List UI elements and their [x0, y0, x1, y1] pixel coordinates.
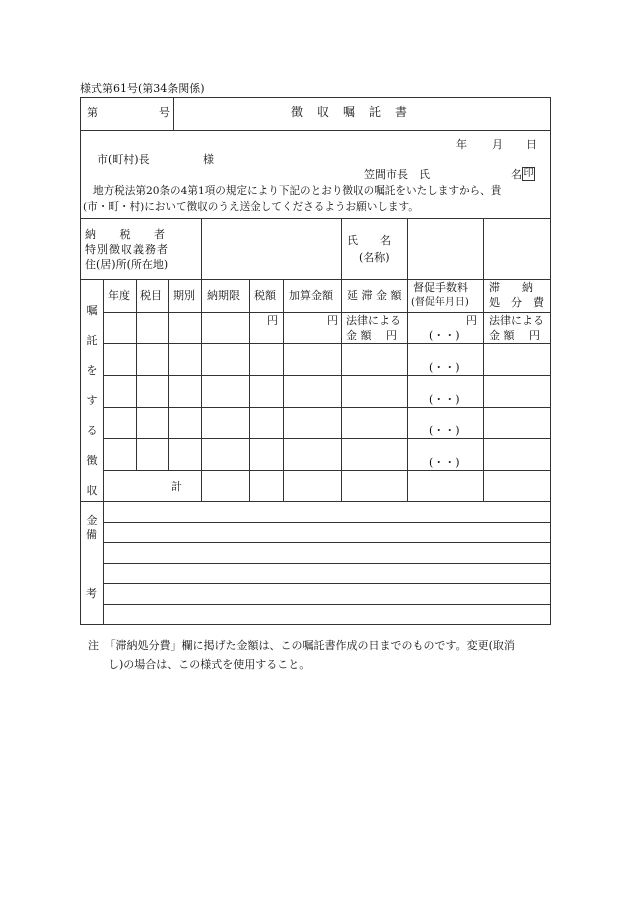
tax-unit: 円	[267, 314, 278, 327]
addressee-honorific: 様	[203, 153, 214, 166]
number-suffix: 号	[159, 106, 170, 119]
remarks-line-3	[103, 563, 550, 564]
remarks-line-5	[103, 604, 550, 605]
fee-date-row5: (・・)	[429, 456, 460, 469]
row-label-char: 託	[86, 334, 98, 347]
header-fee-line2: (督促年月日)	[411, 297, 469, 308]
fee-date-row3: (・・)	[429, 393, 460, 406]
taxpayer-divider-2	[341, 218, 342, 279]
row-label-char: る	[86, 424, 98, 437]
table-hline-row5	[103, 470, 550, 471]
remarks-line-1	[103, 522, 550, 523]
disposal-legal-line2: 金 額 円	[489, 329, 540, 342]
addressee-office: 市(町村)長	[97, 153, 150, 166]
number-prefix: 第	[87, 106, 98, 119]
table-bottom-line	[81, 501, 550, 502]
taxpayer-divider-3	[407, 218, 408, 279]
footnote-label: 注	[88, 639, 99, 652]
header-bottom-line	[81, 130, 550, 131]
header-penalty: 加算金額	[289, 289, 333, 302]
delinquency-legal-line1: 法律による	[346, 314, 401, 327]
table-hline-header	[103, 312, 550, 313]
sender-name-char: 名	[511, 168, 522, 181]
header-year: 年度	[108, 289, 130, 302]
fee-unit: 円	[466, 314, 477, 327]
header-period: 期別	[173, 289, 195, 302]
row-label-char: 徴	[86, 454, 98, 467]
header-fee-line1: 督促手数料	[413, 281, 468, 294]
table-hline-row3	[103, 407, 550, 408]
commission-form	[80, 97, 551, 625]
delinquency-legal-line2: 金 額 円	[346, 329, 397, 342]
body-text-line-1: 地方税法第20条の4第1項の規定により下記のとおり徴収の嘱託をいたしますから、貴	[93, 185, 502, 197]
fee-date-row1: (・・)	[429, 329, 460, 342]
header-item: 税目	[140, 289, 162, 302]
header-disposal-line1: 滞 納	[489, 281, 533, 294]
header-divider	[173, 98, 174, 130]
remarks-line-2	[103, 542, 550, 543]
remarks-line-4	[103, 583, 550, 584]
footnote-line-2: し)の場合は、この様式を使用すること。	[108, 658, 311, 671]
row-label-char: 嘱	[86, 304, 98, 317]
row-label-char: 金	[86, 514, 98, 527]
letter-bottom-line	[81, 218, 550, 219]
taxpayer-label-3: 住(居)所(所在地)	[85, 258, 169, 271]
fee-date-row2: (・・)	[429, 361, 460, 374]
taxpayer-bottom-line	[81, 279, 550, 280]
footnote-line-1: 「滞納処分費」欄に掲げた金額は、この嘱託書作成の日までのものです。変更(取消	[110, 639, 515, 652]
taxpayer-label-1: 納 税 者	[85, 228, 166, 241]
date-year: 年	[456, 138, 467, 151]
remarks-label-char-1: 備	[86, 528, 97, 541]
fee-date-row4: (・・)	[429, 424, 460, 437]
date-month: 月	[492, 138, 503, 151]
remarks-label-char-2: 考	[86, 587, 97, 600]
footnote	[88, 636, 558, 674]
header-tax: 税額	[254, 289, 276, 302]
body-text-line-2: (市・町・村)において徴収のうえ送金してくださるようお願いします。	[83, 201, 419, 213]
total-label: 計	[171, 480, 182, 493]
taxpayer-divider-4	[483, 218, 484, 279]
penalty-unit: 円	[327, 314, 338, 327]
disposal-legal-line1: 法律による	[489, 314, 544, 327]
row-label-char: す	[86, 394, 98, 407]
seal-box: 印	[523, 168, 534, 179]
taxpayer-divider-1	[201, 218, 202, 279]
row-label-char: 収	[86, 484, 98, 497]
form-caption: 様式第61号(第34条関係)	[80, 82, 205, 95]
row-label-char: を	[86, 364, 98, 377]
header-disposal-line2: 処 分 費	[489, 296, 544, 309]
table-hline-row2	[103, 375, 550, 376]
table-hline-row4	[103, 438, 550, 439]
table-hline-row1	[103, 343, 550, 344]
header-deadline: 納期限	[207, 289, 240, 302]
table-row-label	[85, 296, 99, 536]
name-label: 氏 名	[347, 234, 391, 247]
header-delinquency: 延 滞 金 額	[347, 289, 402, 302]
form-title: 徴 収 嘱 託 書	[291, 105, 409, 119]
date-day: 日	[526, 138, 537, 151]
name-alt-label: (名称)	[359, 251, 390, 264]
sender-title: 笠間市長 氏	[364, 168, 430, 181]
taxpayer-label-2: 特別徴収義務者	[85, 243, 169, 256]
